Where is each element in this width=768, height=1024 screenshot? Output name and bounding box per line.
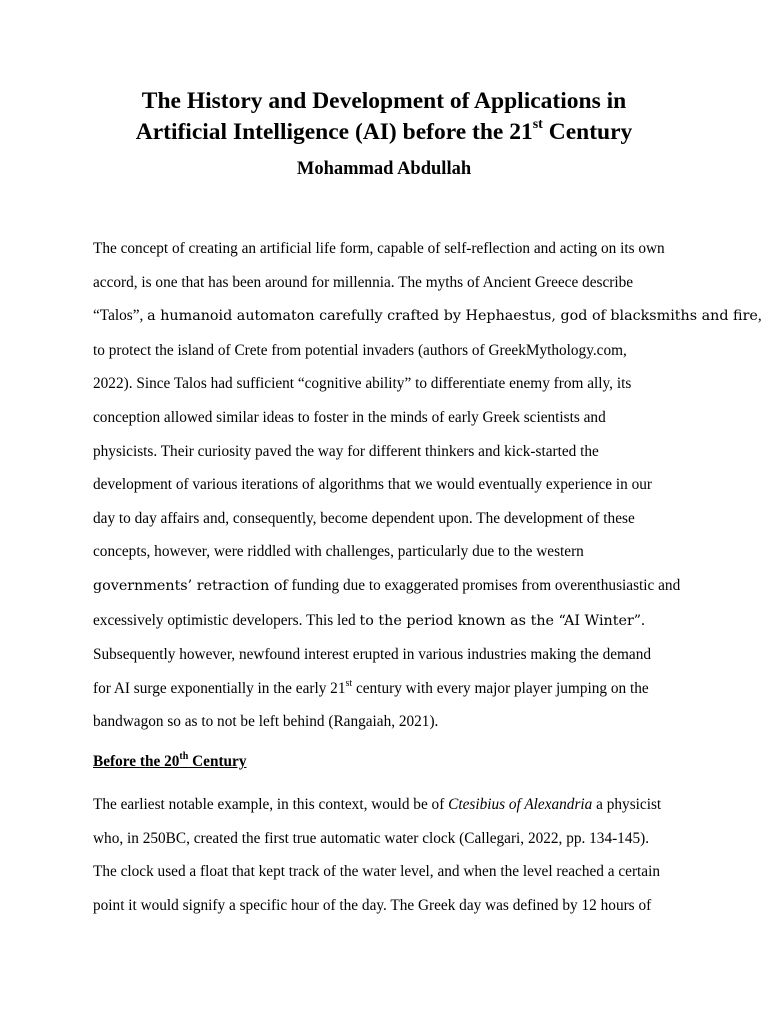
intro-paragraph: [93, 232, 762, 739]
text-run: century with every major player jumping on the: [352, 679, 649, 697]
section-heading: [93, 750, 247, 774]
paragraph-line: accord, is one that has been around for millennia. The myths of Ancient Greece describe: [93, 273, 634, 291]
paragraph-line: bandwagon so as to not be left behind (Rangaiah, 2021).: [93, 713, 439, 731]
heading-text-end: Century: [188, 753, 247, 770]
heading-superscript: th: [179, 750, 189, 762]
title-superscript: st: [532, 117, 543, 133]
text-run: a humanoid automaton carefully crafted by Hephaestus, god of blacksmiths and fire: [147, 308, 758, 325]
paragraph-line: physicists. Their curiosity paved the way for different thinkers and kick-started the: [93, 442, 599, 460]
text-run: for AI surge exponentially in the early 21: [93, 679, 346, 697]
document-title: [60, 86, 708, 148]
text-run: a physicist: [592, 796, 662, 813]
paragraph-line: concepts, however, were riddled with challenges, particularly due to the western: [93, 543, 584, 561]
title-line-2-text: Artificial Intelligence (AI) before the 21: [135, 119, 533, 145]
paragraph-line: development of various iterations of algorithms that we would eventually experience in our: [93, 476, 653, 494]
heading-text: Before the 20: [93, 753, 180, 770]
paragraph-line: The clock used a float that kept track of the water level, and when the level reached a certain: [93, 863, 660, 881]
paragraph-line: who, in 250BC, created the first true automatic water clock (Callegari, 2022, pp. 134-145).: [93, 829, 650, 847]
paragraph-line: to protect the island of Crete from potential invaders (authors of GreekMythology.com,: [93, 341, 627, 359]
text-run: to the period known as the “AI Winter”: [359, 612, 642, 629]
author-name: Mohammad Abdullah: [296, 159, 472, 179]
paragraph-line: day to day affairs and, consequently, become dependent upon. The development of these: [93, 509, 635, 527]
title-line-2-end: Century: [542, 119, 633, 145]
text-run: .: [641, 611, 645, 629]
paragraph-line: [93, 672, 683, 706]
title-line-2: [136, 119, 633, 145]
paragraph-line: [93, 299, 762, 334]
paragraph-line: [93, 569, 683, 604]
text-run: ,: [757, 307, 762, 325]
superscript: st: [345, 677, 353, 689]
paragraph-line: conception allowed similar ideas to foster in the minds of early Greek scientists and: [93, 408, 606, 426]
title-line-1: The History and Development of Applications in: [141, 88, 627, 114]
italic-name: Ctesibius of Alexandria: [448, 796, 593, 813]
paragraph-line: [93, 788, 683, 822]
paragraph-line: The concept of creating an artificial life form, capable of self-reflection and acting on its own: [93, 240, 665, 257]
text-run: excessively optimistic developers. This led: [93, 611, 360, 629]
section-paragraph: [93, 788, 683, 922]
paragraph-line: Subsequently however, newfound interest erupted in various industries making the demand: [93, 646, 652, 664]
paragraph-line: point it would signify a specific hour of the day. The Greek day was defined by 12 hours of: [93, 896, 652, 914]
text-run: “Talos”,: [93, 307, 148, 325]
text-run: The earliest notable example, in this context, would be of: [93, 796, 449, 813]
text-run: governments’ retraction of: [93, 577, 288, 594]
text-run: funding due to exaggerated promises from overenthusiastic and: [287, 576, 681, 594]
paragraph-line: 2022). Since Talos had sufficient “cognitive ability” to differentiate enemy from ally, its: [93, 375, 632, 393]
paragraph-line: [93, 604, 683, 639]
